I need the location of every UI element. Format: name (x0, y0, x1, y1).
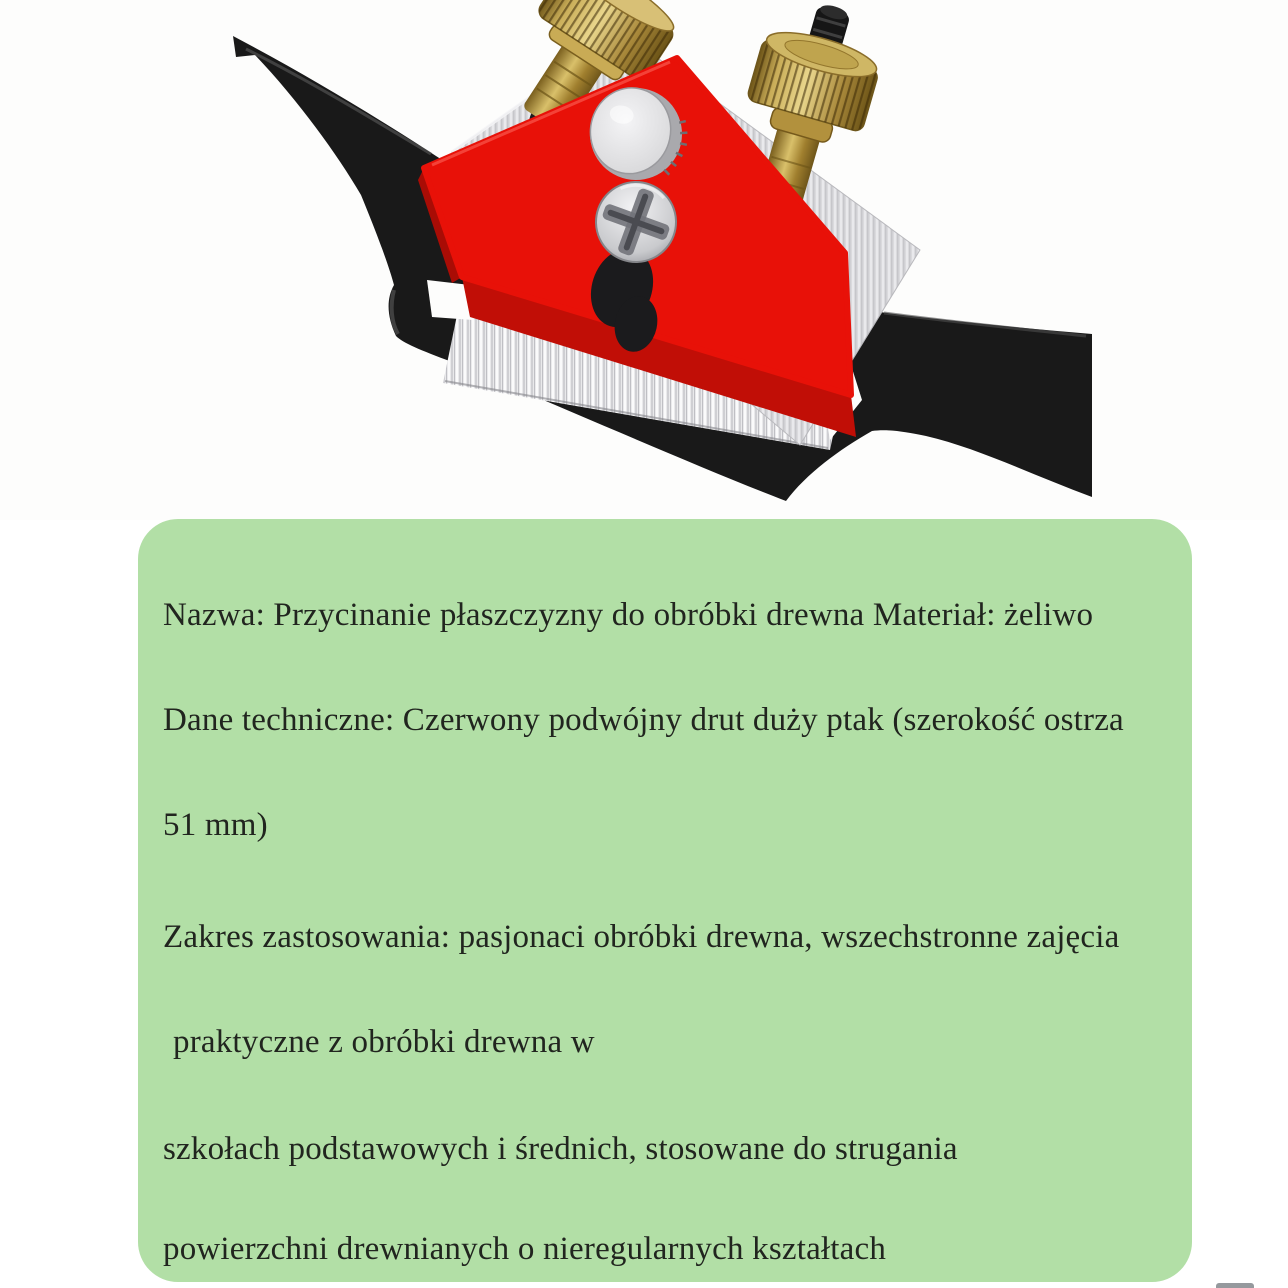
cropped-next-element (1216, 1283, 1254, 1288)
product-image[interactable] (0, 0, 1288, 520)
description-line: powierzchni drewnianych o nieregularnych kształtach (163, 1231, 887, 1267)
description-line: Dane techniczne: Czerwony podwójny drut duży ptak (szerokość ostrza (163, 702, 1124, 738)
description-line: Nazwa: Przycinanie płaszczyzny do obróbki drewna Materiał: żeliwo (163, 597, 1094, 633)
description-line: praktyczne z obróbki drewna w (173, 1024, 595, 1060)
description-line: Zakres zastosowania: pasjonaci obróbki drewna, wszechstronne zajęcia (163, 919, 1120, 955)
product-description-panel (138, 519, 1192, 1282)
description-line: 51 mm) (163, 807, 268, 843)
description-line: szkołach podstawowych i średnich, stosowane do strugania (163, 1131, 958, 1167)
